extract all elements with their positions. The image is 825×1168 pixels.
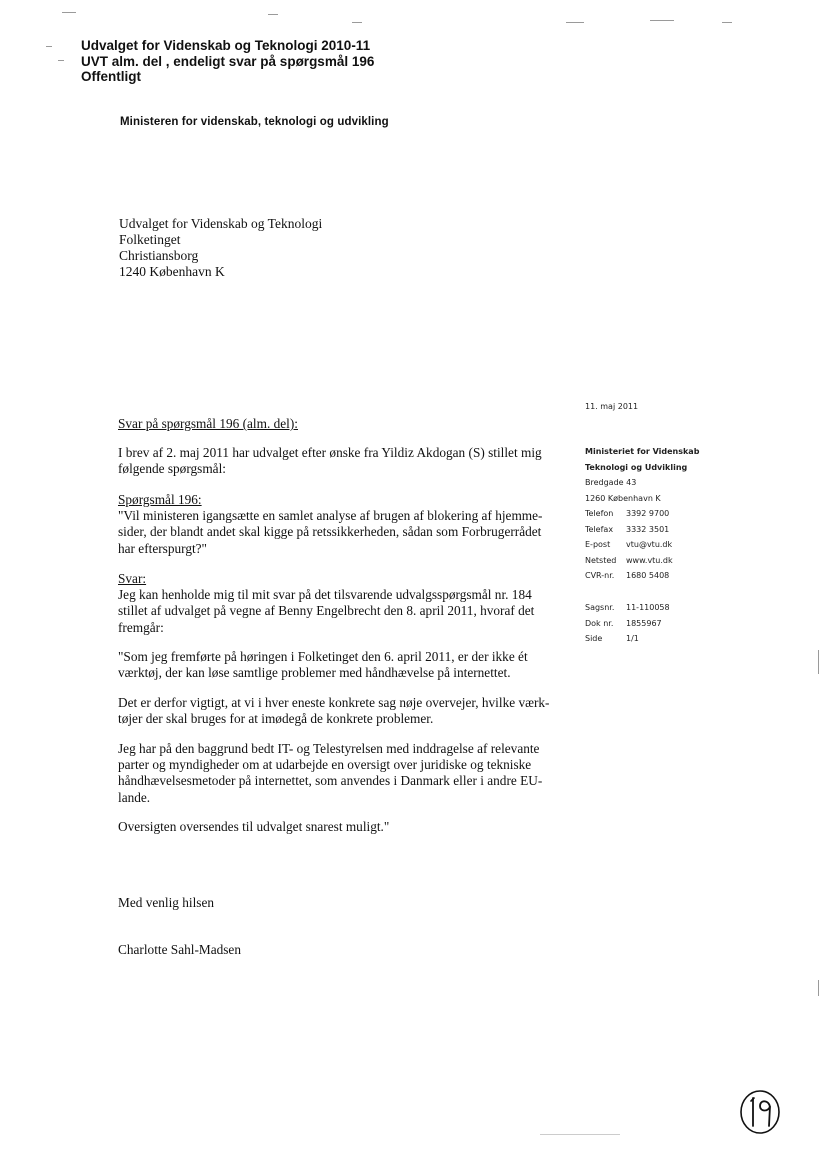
quote-paragraph-4 bbox=[118, 819, 558, 835]
closing-greeting: Med venlig hilsen bbox=[118, 895, 215, 910]
sender-city: 1260 København K bbox=[585, 493, 661, 503]
reference-value: 1855967 bbox=[626, 618, 662, 628]
intro-paragraph bbox=[118, 445, 558, 477]
contact-label: CVR-nr. bbox=[585, 571, 615, 580]
contact-value: 1680 5408 bbox=[626, 571, 670, 580]
signature-name: Charlotte Sahl-Madsen bbox=[118, 942, 241, 957]
reference-value: 11-110058 bbox=[626, 603, 670, 612]
contact-label: Telefax bbox=[585, 524, 614, 534]
reference-row bbox=[585, 603, 670, 619]
contact-value: 3392 9700 bbox=[626, 509, 670, 518]
quote-paragraph-2 bbox=[118, 695, 558, 727]
letter-date: 11. maj 2011 bbox=[585, 402, 639, 411]
answer-line: fremgår: bbox=[118, 619, 164, 635]
contact-row bbox=[585, 509, 699, 525]
question-line: sider, der blandt andet skal kigge på retssikkerheden, sådan som Forbrugerrådet bbox=[118, 524, 542, 540]
contact-label: Netsted bbox=[585, 555, 617, 565]
quote-line: tøjer der skal bruges for at imødegå de konkrete problemer. bbox=[118, 711, 434, 727]
answer-heading: Svar: bbox=[118, 571, 147, 586]
question-line: "Vil ministeren igangsætte en samlet analyse af brugen af blokering af hjemme- bbox=[118, 508, 543, 524]
answer-line: stillet af udvalget på vegne af Benny Engelbrecht den 8. april 2011, hvoraf det bbox=[118, 603, 535, 619]
quote-line: "Som jeg fremførte på høringen i Folketinget den 6. april 2011, er der ikke ét bbox=[118, 649, 528, 664]
document-header bbox=[81, 38, 374, 85]
contact-row bbox=[585, 571, 699, 587]
sender-name: Ministeriet for Videnskab bbox=[585, 447, 700, 456]
quote-line: værktøj, der kan løse samtlige problemer med håndhævelse på internettet. bbox=[118, 665, 511, 681]
intro-line: I brev af 2. maj 2011 har udvalget efter ønske fra Yildiz Akdogan (S) stillet mig bbox=[118, 445, 542, 460]
sender-name: Teknologi og Udvikling bbox=[585, 462, 688, 472]
question-block bbox=[118, 492, 558, 557]
contact-row bbox=[585, 556, 699, 572]
intro-line: følgende spørgsmål: bbox=[118, 461, 226, 477]
contact-label: E-post bbox=[585, 540, 611, 549]
reference-label: Dok nr. bbox=[585, 618, 614, 628]
question-line: har efterspurgt?" bbox=[118, 540, 207, 556]
header-case: UVT alm. del , endeligt svar på spørgsmål 196 bbox=[81, 53, 375, 69]
handwritten-page-number bbox=[738, 1088, 784, 1138]
answer-line: Jeg kan henholde mig til mit svar på det tilsvarende udvalgsspørgsmål nr. 184 bbox=[118, 587, 532, 603]
answer-block bbox=[118, 571, 558, 636]
contact-label: Telefon bbox=[585, 509, 614, 518]
reference-info bbox=[585, 603, 670, 650]
recipient-line: 1240 København K bbox=[119, 264, 225, 279]
contact-value: www.vtu.dk bbox=[626, 555, 673, 565]
quote-line: håndhævelsesmetoder på internettet, som anvendes i Danmark eller i andre EU- bbox=[118, 773, 543, 789]
reference-row bbox=[585, 634, 670, 650]
recipient-line: Christiansborg bbox=[119, 248, 199, 263]
sender-street: Bredgade 43 bbox=[585, 478, 637, 487]
recipient-line: Udvalget for Videnskab og Teknologi bbox=[119, 216, 323, 231]
quote-paragraph-1 bbox=[118, 649, 558, 681]
reference-label: Sagsnr. bbox=[585, 603, 615, 612]
quote-line: Det er derfor vigtigt, at vi i hver eneste konkrete sag nøje overvejer, hvilke værk- bbox=[118, 695, 550, 710]
contact-row bbox=[585, 540, 699, 556]
quote-line: lande. bbox=[118, 789, 151, 805]
recipient-line: Folketinget bbox=[119, 232, 181, 247]
quote-line: Jeg har på den baggrund bedt IT- og Telestyrelsen med inddragelse af relevante bbox=[118, 741, 540, 756]
header-status: Offentligt bbox=[81, 69, 141, 84]
quote-line: parter og myndigheder om at udarbejde en oversigt over juridiske og tekniske bbox=[118, 757, 532, 773]
letter-subject: Svar på spørgsmål 196 (alm. del): bbox=[118, 416, 298, 431]
reference-value: 1/1 bbox=[626, 634, 639, 643]
quote-line: Oversigten oversendes til udvalget snarest muligt." bbox=[118, 819, 390, 834]
quote-paragraph-3 bbox=[118, 741, 558, 806]
reference-label: Side bbox=[585, 634, 603, 643]
contact-row bbox=[585, 525, 699, 541]
reference-row bbox=[585, 619, 670, 635]
sender-info bbox=[585, 447, 699, 587]
contact-value: 3332 3501 bbox=[626, 524, 670, 534]
question-heading: Spørgsmål 196: bbox=[118, 492, 202, 507]
recipient-address bbox=[119, 216, 322, 280]
header-committee: Udvalget for Videnskab og Teknologi 2010-11 bbox=[81, 38, 371, 53]
ministry-title: Ministeren for videnskab, teknologi og udvikling bbox=[120, 116, 389, 128]
contact-value: vtu@vtu.dk bbox=[626, 540, 673, 549]
